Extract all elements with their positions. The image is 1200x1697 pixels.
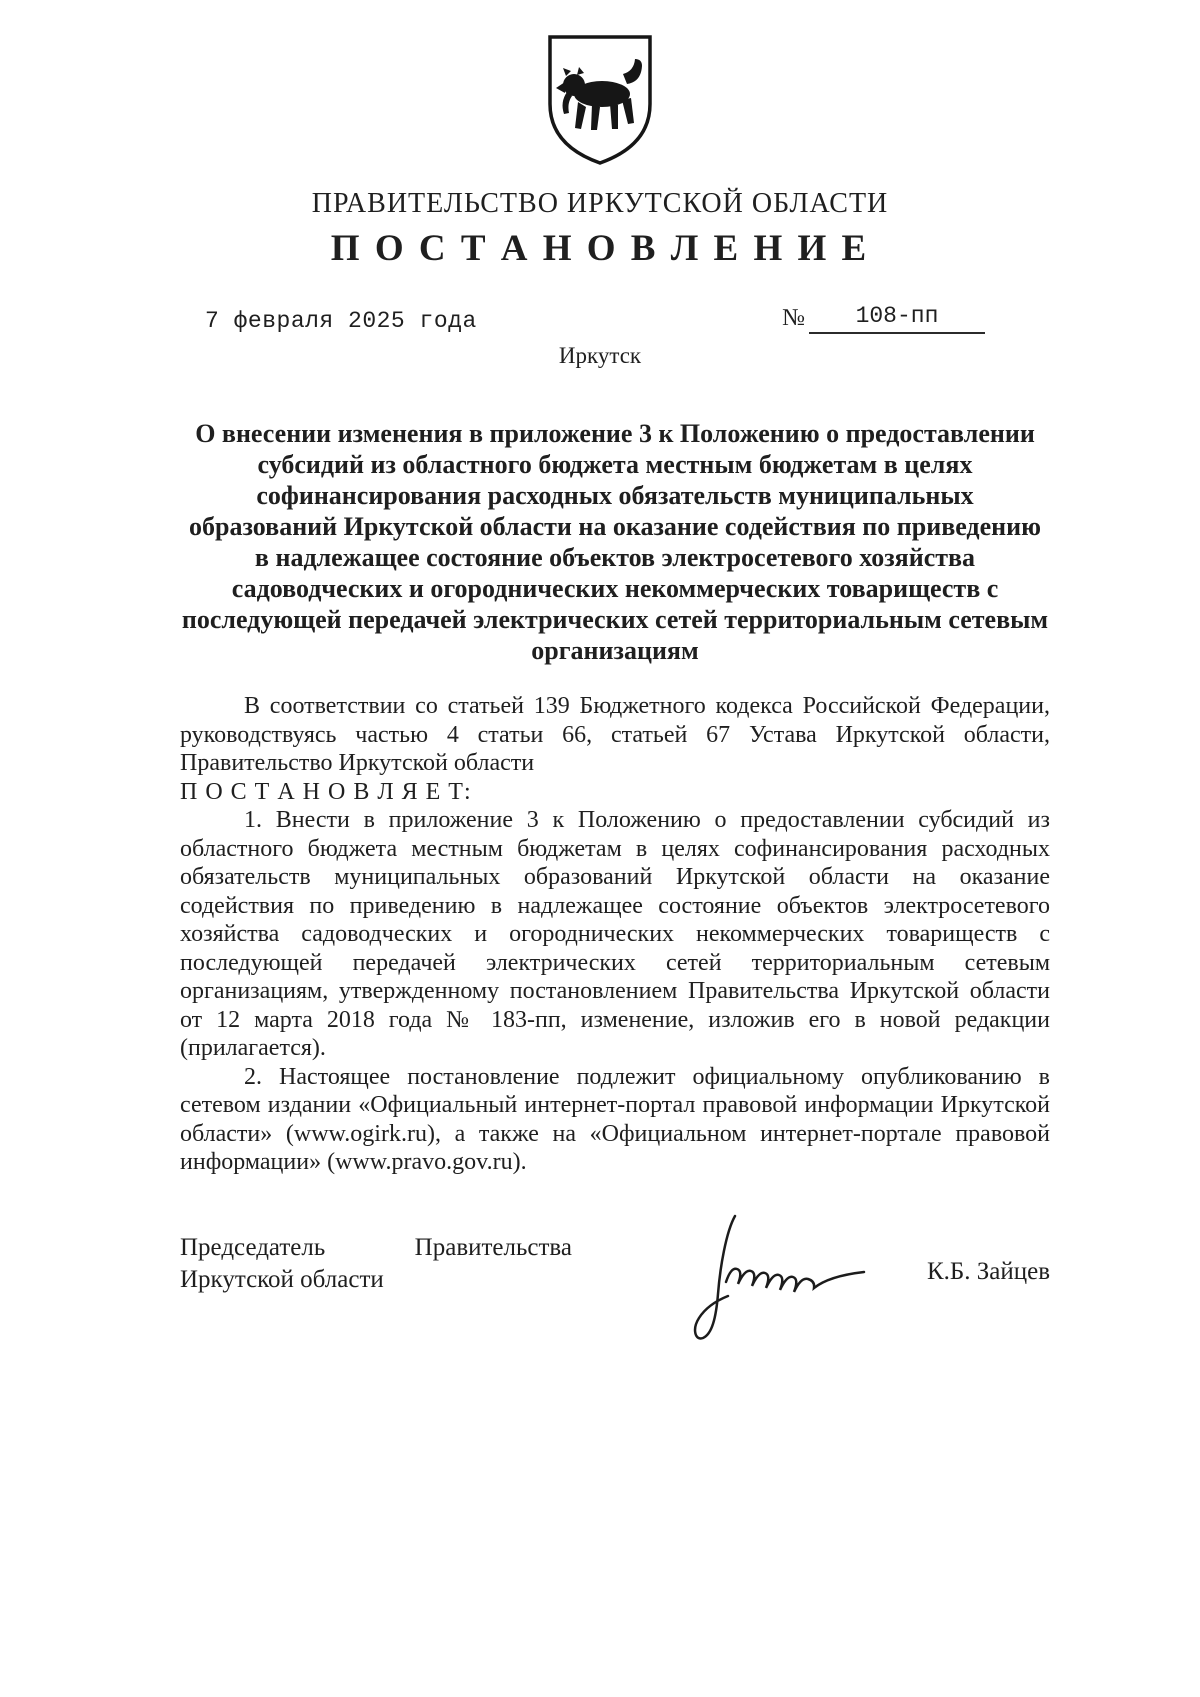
paragraph-intro: В соответствии со статьей 139 Бюджетного кодекса Российской Федерации, руководствуясь частью 4 статьи 66, статьей 67 Устава Иркутской области, Правительство Иркутской области	[180, 693, 1050, 776]
doc-body	[180, 692, 1050, 1177]
signer-position-word-1: Председатель	[180, 1233, 326, 1261]
paragraph-2: 2. Настоящее постановление подлежит официальному опубликованию в сетевом издании «Официальный интернет-портал правовой информации Иркутской области» (www.ogirk.ru), а также на «Официальном интернет-портале правовой информации» (www.pravo.gov.ru).	[180, 1063, 1050, 1175]
doc-date: 7 февраля 2025 года	[205, 308, 477, 334]
signature-scribble	[680, 1210, 905, 1350]
signer-position	[180, 1232, 572, 1296]
signer-name: К.Б. Зайцев	[926, 1257, 1050, 1285]
signer-position-line-1	[180, 1232, 572, 1264]
doc-number-value: 108-пп	[809, 303, 985, 334]
decree-word: П О С Т А Н О В Л Я Е Т:	[180, 778, 472, 805]
irkutsk-coat-of-arms-icon	[544, 32, 656, 168]
handwritten-signature-icon	[680, 1210, 905, 1345]
doc-number-label: №	[782, 305, 805, 331]
doc-meta-row	[205, 303, 985, 334]
org-name: ПРАВИТЕЛЬСТВО ИРКУТСКОЙ ОБЛАСТИ	[311, 188, 889, 219]
doc-type-heading: П О С Т А Н О В Л Е Н И Е	[330, 228, 870, 269]
doc-title: О внесении изменения в приложение 3 к Положению о предоставлении субсидий из областного бюджета местным бюджетам в целях софинансирования расходных обязательств муниципальных образований Иркутской области на оказание содействия по приведению в надлежащее состояние объектов электросетевого хозяйства садоводческих и огороднических некоммерческих товариществ с последующей передачей электрических сетей территориальным сетевым организациям	[181, 419, 1049, 665]
doc-place: Иркутск	[558, 343, 642, 368]
signer-position-word-2: Правительства	[414, 1233, 572, 1261]
doc-number	[782, 303, 985, 334]
paragraph-1: 1. Внести в приложение 3 к Положению о предоставлении субсидий из областного бюджета местным бюджетам в целях софинансирования расходных обязательств муниципальных образований Иркутской области на оказание содействия по приведению в надлежащее состояние объектов электросетевого хозяйства садоводческих и огороднических некоммерческих товариществ с последующей передачей электрических сетей территориальным сетевым организациям, утвержденному постановлением Правительства Иркутской области от 12 марта 2018 года № 183-пп, изменение, изложив его в новой редакции (прилагается).	[180, 807, 1050, 1061]
signature-block	[180, 1232, 1050, 1296]
emblem-container	[0, 0, 1200, 173]
signer-position-line-2: Иркутской области	[180, 1265, 384, 1293]
